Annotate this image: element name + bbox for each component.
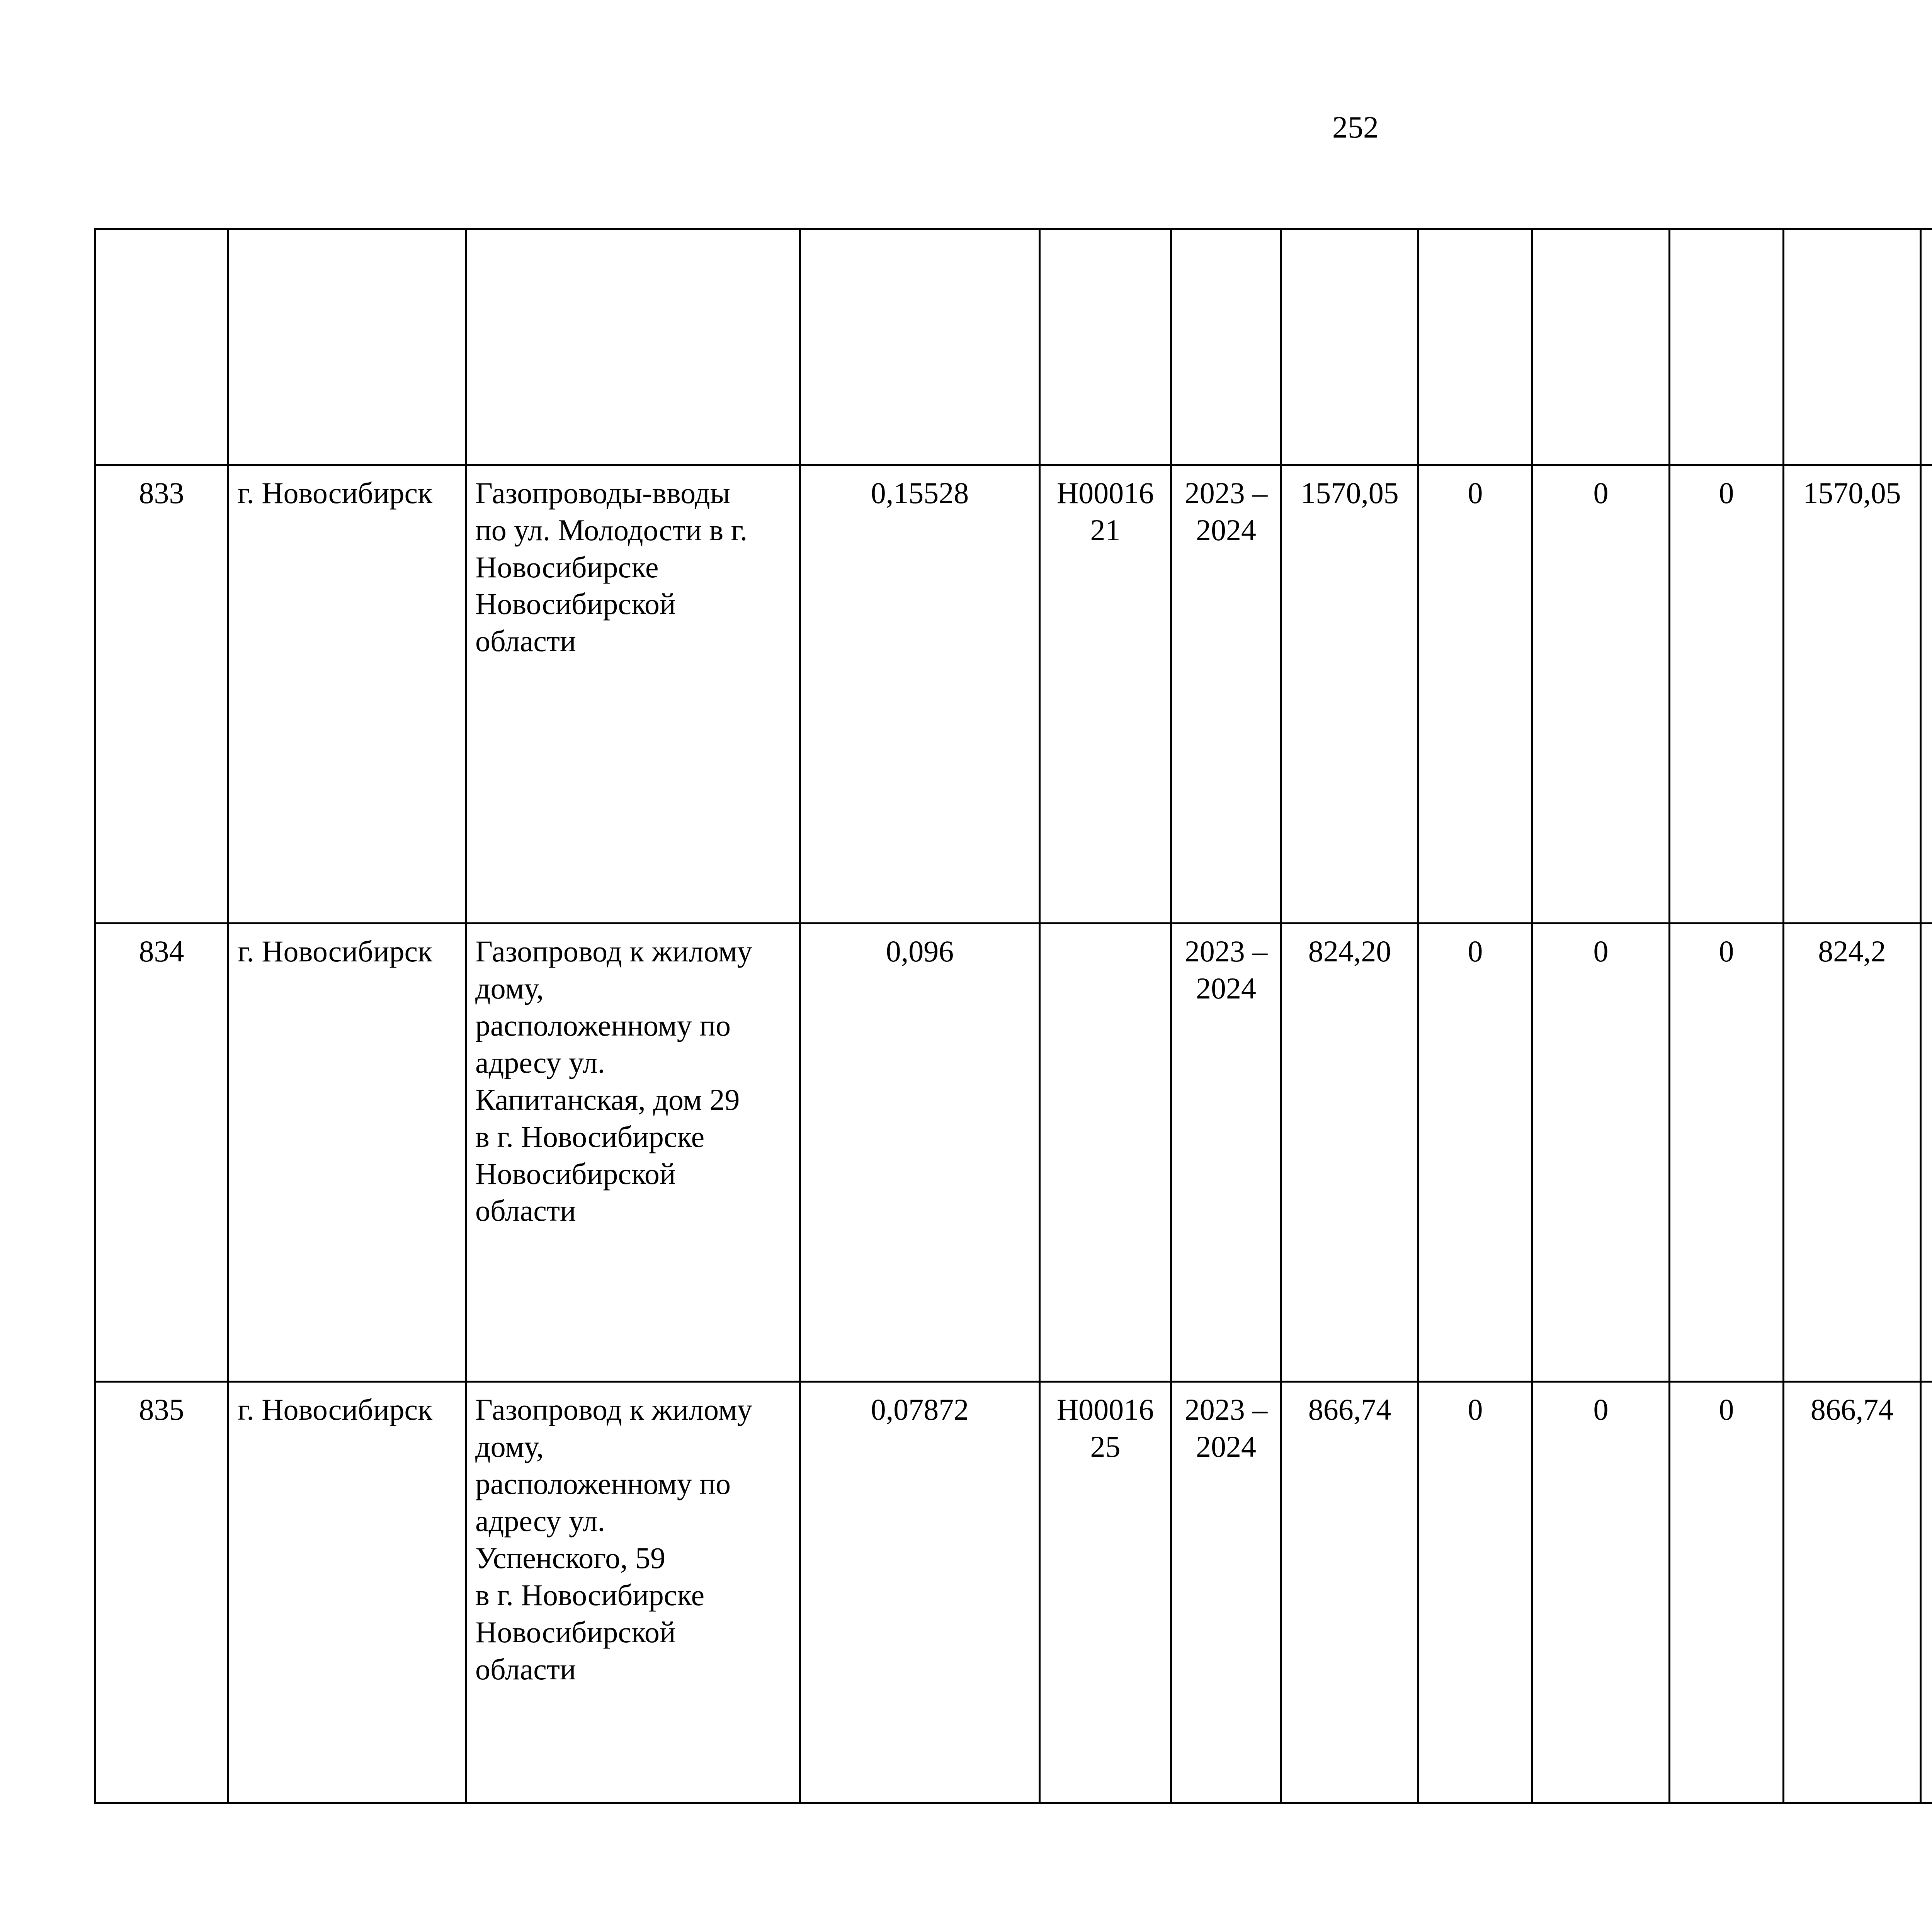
cell-period — [1171, 229, 1281, 465]
name-line: Новосибирской — [475, 587, 676, 621]
cell-city — [228, 229, 466, 465]
cell-operator — [1921, 465, 1932, 923]
period-line: 2024 — [1196, 971, 1256, 1005]
cell-no: 835 — [95, 1382, 228, 1803]
cell-total: 1570,05 — [1281, 465, 1418, 923]
cell-value-1 — [1418, 229, 1532, 465]
name-line: области — [475, 1194, 576, 1228]
name-line: Газопроводы-вводы — [475, 476, 730, 510]
cell-no: 834 — [95, 923, 228, 1381]
cell-city: г. Новосибирск — [228, 1382, 466, 1803]
name-line: Успенского, 59 — [475, 1541, 666, 1575]
cell-total — [1281, 229, 1418, 465]
period-line: 2024 — [1196, 1430, 1256, 1464]
cell-code — [1040, 465, 1171, 923]
code-line: Н00016 — [1056, 1393, 1154, 1427]
cell-object-name — [466, 923, 800, 1381]
cell-value-4: 824,2 — [1784, 923, 1921, 1381]
cell-total: 866,74 — [1281, 1382, 1418, 1803]
cell-object-name — [466, 1382, 800, 1803]
cell-length: 0,07872 — [800, 1382, 1040, 1803]
operator-line — [1930, 1044, 1932, 1081]
cell-object-name — [466, 465, 800, 923]
table-row — [95, 465, 1932, 923]
period-line: 2023 – — [1184, 1393, 1268, 1427]
name-line: Газопровод к жилому — [475, 1393, 752, 1427]
operator-line — [1930, 970, 1932, 1007]
operator-line — [1930, 1502, 1932, 1539]
operator-line — [1930, 933, 1932, 970]
name-line: Новосибирской — [475, 1157, 676, 1191]
cell-city: г. Новосибирск — [228, 923, 466, 1381]
cell-code — [1040, 923, 1171, 1381]
cell-length: 0,096 — [800, 923, 1040, 1381]
operator-line — [1930, 549, 1932, 586]
cell-operator — [1921, 1382, 1932, 1803]
cell-city: г. Новосибирск — [228, 465, 466, 923]
page-number: 252 — [1332, 111, 1379, 145]
cell-length — [800, 229, 1040, 465]
cell-no — [95, 229, 228, 465]
name-line: Газопровод к жилому — [475, 934, 752, 968]
operator-line — [1930, 1465, 1932, 1502]
operator-line — [1930, 1428, 1932, 1465]
cell-value-3: 0 — [1670, 923, 1784, 1381]
cell-operator — [1921, 923, 1932, 1381]
cell-value-2: 0 — [1532, 1382, 1670, 1803]
name-line: в г. Новосибирске — [475, 1578, 705, 1612]
cell-no: 833 — [95, 465, 228, 923]
name-line: дому, — [475, 1430, 544, 1464]
name-line: Капитанская, дом 29 — [475, 1082, 740, 1116]
operator-line — [1930, 512, 1932, 549]
name-line: Новосибирске — [475, 550, 659, 584]
name-line: в г. Новосибирске — [475, 1119, 705, 1153]
period-line: 2023 – — [1184, 934, 1268, 968]
cell-length: 0,15528 — [800, 465, 1040, 923]
name-line: расположенному по — [475, 1008, 731, 1042]
code-line: 25 — [1090, 1430, 1121, 1464]
cell-operator — [1921, 229, 1932, 465]
cell-value-3 — [1670, 229, 1784, 465]
operator-line — [1930, 585, 1932, 623]
cell-value-1: 0 — [1418, 1382, 1532, 1803]
name-line: адресу ул. — [475, 1504, 605, 1538]
cell-code — [1040, 229, 1171, 465]
operator-line — [1930, 475, 1932, 512]
name-line: области — [475, 1652, 576, 1686]
table-row — [95, 923, 1932, 1381]
operator-line — [1930, 1007, 1932, 1044]
cell-period — [1171, 1382, 1281, 1803]
name-line: адресу ул. — [475, 1045, 605, 1079]
gas-pipeline-table — [94, 228, 1932, 1804]
cell-value-4: 1570,05 — [1784, 465, 1921, 923]
operator-line — [1930, 1391, 1932, 1428]
cell-period — [1171, 465, 1281, 923]
name-line: дому, — [475, 971, 544, 1005]
period-line: 2023 – — [1184, 476, 1268, 510]
cell-value-2: 0 — [1532, 923, 1670, 1381]
cell-value-4: 866,74 — [1784, 1382, 1921, 1803]
name-line: Новосибирской — [475, 1615, 676, 1649]
cell-value-2: 0 — [1532, 465, 1670, 923]
cell-value-3: 0 — [1670, 1382, 1784, 1803]
table-row — [95, 1382, 1932, 1803]
cell-value-1: 0 — [1418, 465, 1532, 923]
cell-value-3: 0 — [1670, 465, 1784, 923]
table-row-continuation — [95, 229, 1932, 465]
period-line: 2024 — [1196, 513, 1256, 547]
cell-value-4 — [1784, 229, 1921, 465]
cell-code — [1040, 1382, 1171, 1803]
name-line: расположенному по — [475, 1467, 731, 1500]
cell-object-name — [466, 229, 800, 465]
cell-total: 824,20 — [1281, 923, 1418, 1381]
cell-value-1: 0 — [1418, 923, 1532, 1381]
name-line: по ул. Молодости в г. — [475, 513, 748, 547]
name-line: области — [475, 624, 576, 658]
code-line: Н00016 — [1056, 476, 1154, 510]
cell-period — [1171, 923, 1281, 1381]
cell-value-2 — [1532, 229, 1670, 465]
code-line: 21 — [1090, 513, 1121, 547]
